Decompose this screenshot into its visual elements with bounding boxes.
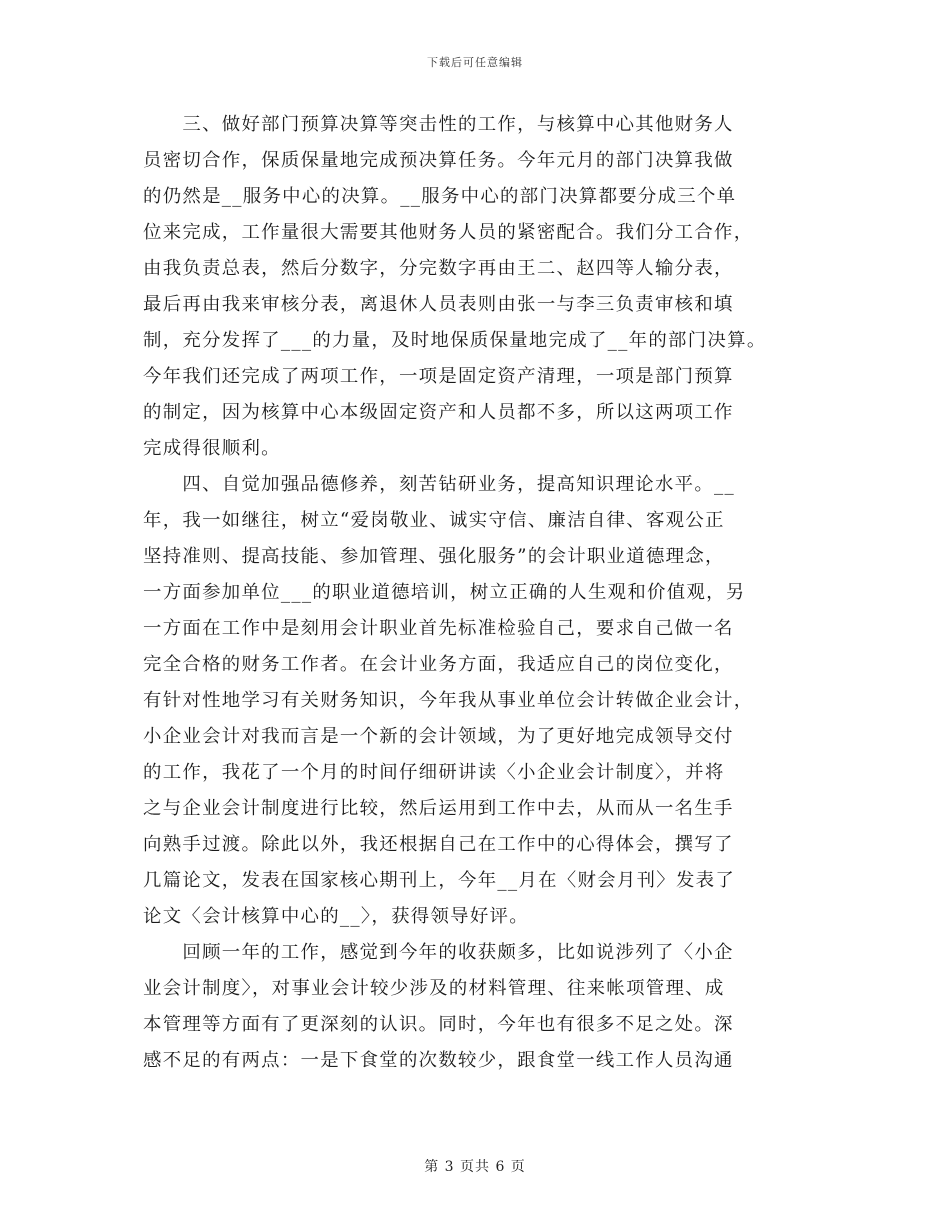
text-line: 论文〈会计核算中心的__〉，获得领导好评。 xyxy=(143,906,529,927)
text-line: 几篇论文，发表在国家核心期刊上，今年__月在〈财会月刊〉发表了 xyxy=(143,870,736,891)
text-line: 四、自觉加强品德修养，刻苦钻研业务，提高知识理论水平。__ xyxy=(143,474,736,495)
text-line: 的工作，我花了一个月的时间仔细研讲读〈小企业会计制度〉，并将 xyxy=(143,762,725,783)
text-line: 业会计制度〉，对事业会计较少涉及的材料管理、往来帐项管理、成 xyxy=(143,978,725,999)
document-body xyxy=(143,107,808,1079)
text-line: 回顾一年的工作，感觉到今年的收获颇多，比如说涉列了〈小企 xyxy=(143,942,734,963)
page-number: 第 3 页共 6 页 xyxy=(424,1159,526,1175)
text-line: 小企业会计对我而言是一个新的会计领域，为了更好地完成领导交付 xyxy=(143,726,734,747)
text-line: 向熟手过渡。除此以外，我还根据自己在工作中的心得体会，撰写了 xyxy=(143,834,734,855)
text-line: 有针对性地学习有关财务知识，今年我从事业单位会计转做企业会计， xyxy=(143,690,754,711)
text-line: 的仍然是__服务中心的决算。__服务中心的部门决算都要分成三个单 xyxy=(143,186,737,207)
text-line: 年，我一如继往，树立“爱岗敬业、诚实守信、廉洁自律、客观公正 xyxy=(143,510,725,531)
text-line: 坚持准则、提高技能、参加管理、强化服务”的会计职业道德理念， xyxy=(143,546,725,567)
page-header-note: 下载后可任意编辑 xyxy=(427,56,523,69)
text-line: 之与企业会计制度进行比较，然后运用到工作中去，从而从一名生手 xyxy=(143,798,734,819)
text-line: 的制定，因为核算中心本级固定资产和人员都不多，所以这两项工作 xyxy=(143,402,734,423)
text-line: 员密切合作，保质保量地完成预决算任务。今年元月的部门决算我做 xyxy=(143,150,734,171)
text-line: 本管理等方面有了更深刻的认识。同时，今年也有很多不足之处。深 xyxy=(143,1014,734,1035)
text-line: 感不足的有两点：一是下食堂的次数较少，跟食堂一线工作人员沟通 xyxy=(143,1050,734,1071)
text-line: 完成得很顺利。 xyxy=(143,438,281,459)
text-line: 一方面参加单位___的职业道德培训，树立正确的人生观和价值观，另 xyxy=(143,582,746,603)
text-line: 制，充分发挥了___的力量，及时地保质保量地完成了__年的部门决算。 xyxy=(143,330,767,351)
text-line: 今年我们还完成了两项工作，一项是固定资产清理，一项是部门预算 xyxy=(143,366,734,387)
text-line: 位来完成，工作量很大需要其他财务人员的紧密配合。我们分工合作， xyxy=(143,222,754,243)
text-line: 最后再由我来审核分表，离退休人员表则由张一与李三负责审核和填 xyxy=(143,294,734,315)
text-line: 三、做好部门预算决算等突击性的工作，与核算中心其他财务人 xyxy=(143,114,734,135)
text-line: 完全合格的财务工作者。在会计业务方面，我适应自己的岗位变化， xyxy=(143,654,734,675)
text-line: 由我负责总表，然后分数字，分完数字再由王二、赵四等人输分表， xyxy=(143,258,734,279)
text-line: 一方面在工作中是刻用会计职业首先标准检验自己，要求自己做一名 xyxy=(143,618,734,639)
